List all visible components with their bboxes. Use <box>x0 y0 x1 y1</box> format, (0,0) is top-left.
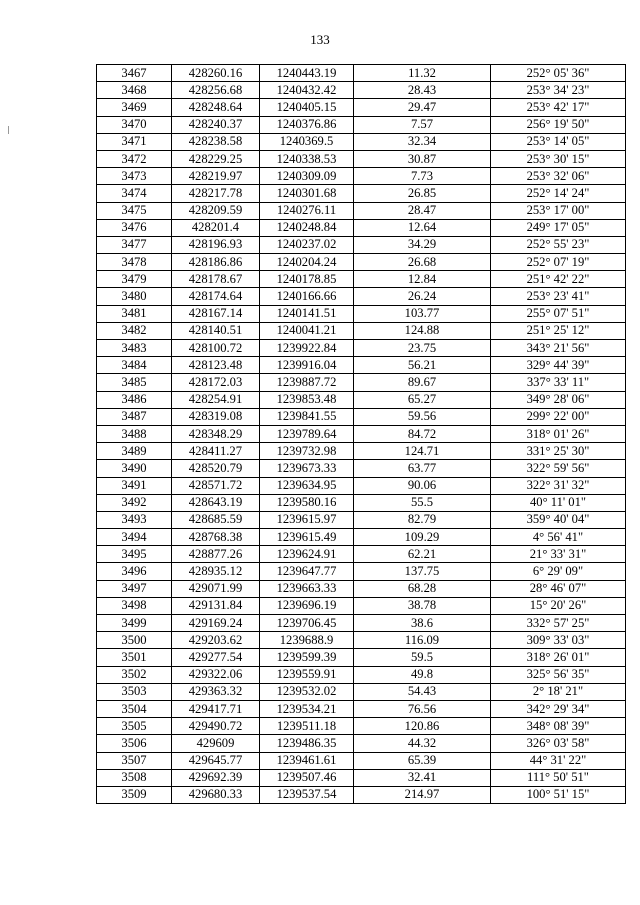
bearing-cell: 322° 59' 56" <box>491 460 626 477</box>
point-number-cell: 3493 <box>97 511 172 528</box>
point-number-cell: 3480 <box>97 288 172 305</box>
bearing-cell: 6° 29' 09" <box>491 563 626 580</box>
x-coordinate-cell: 428643.19 <box>172 494 260 511</box>
y-coordinate-cell: 1239615.97 <box>260 511 354 528</box>
table-row <box>97 666 626 683</box>
bearing-cell: 15° 20' 26" <box>491 597 626 614</box>
distance-cell: 12.84 <box>354 271 491 288</box>
table-row <box>97 494 626 511</box>
y-coordinate-cell: 1240178.85 <box>260 271 354 288</box>
bearing-cell: 249° 17' 05" <box>491 219 626 236</box>
distance-cell: 56.21 <box>354 357 491 374</box>
x-coordinate-cell: 428196.93 <box>172 236 260 253</box>
distance-cell: 103.77 <box>354 305 491 322</box>
distance-cell: 28.47 <box>354 202 491 219</box>
bearing-cell: 256° 19' 50" <box>491 116 626 133</box>
table-row <box>97 769 626 786</box>
point-number-cell: 3471 <box>97 133 172 150</box>
bearing-cell: 253° 42' 17" <box>491 99 626 116</box>
x-coordinate-cell: 428201.4 <box>172 219 260 236</box>
x-coordinate-cell: 428240.37 <box>172 116 260 133</box>
x-coordinate-cell: 428140.51 <box>172 322 260 339</box>
table-row <box>97 82 626 99</box>
table-row <box>97 683 626 700</box>
y-coordinate-cell: 1240301.68 <box>260 185 354 202</box>
bearing-cell: 4° 56' 41" <box>491 529 626 546</box>
y-coordinate-cell: 1239599.39 <box>260 649 354 666</box>
point-number-cell: 3490 <box>97 460 172 477</box>
table-row <box>97 700 626 717</box>
bearing-cell: 326° 03' 58" <box>491 735 626 752</box>
x-coordinate-cell: 428877.26 <box>172 546 260 563</box>
point-number-cell: 3468 <box>97 82 172 99</box>
point-number-cell: 3508 <box>97 769 172 786</box>
table-row <box>97 116 626 133</box>
bearing-cell: 342° 29' 34" <box>491 700 626 717</box>
distance-cell: 82.79 <box>354 511 491 528</box>
table-row <box>97 529 626 546</box>
table-row <box>97 632 626 649</box>
bearing-cell: 318° 01' 26" <box>491 425 626 442</box>
y-coordinate-cell: 1239507.46 <box>260 769 354 786</box>
x-coordinate-cell: 428248.64 <box>172 99 260 116</box>
bearing-cell: 309° 33' 03" <box>491 632 626 649</box>
y-coordinate-cell: 1240141.51 <box>260 305 354 322</box>
distance-cell: 68.28 <box>354 580 491 597</box>
distance-cell: 137.75 <box>354 563 491 580</box>
table-row <box>97 425 626 442</box>
point-number-cell: 3488 <box>97 425 172 442</box>
x-coordinate-cell: 428123.48 <box>172 357 260 374</box>
x-coordinate-cell: 429203.62 <box>172 632 260 649</box>
y-coordinate-cell: 1239789.64 <box>260 425 354 442</box>
distance-cell: 26.85 <box>354 185 491 202</box>
x-coordinate-cell: 428219.97 <box>172 168 260 185</box>
point-number-cell: 3506 <box>97 735 172 752</box>
table-row <box>97 477 626 494</box>
y-coordinate-cell: 1240276.11 <box>260 202 354 219</box>
y-coordinate-cell: 1239673.33 <box>260 460 354 477</box>
x-coordinate-cell: 428172.03 <box>172 374 260 391</box>
y-coordinate-cell: 1239841.55 <box>260 408 354 425</box>
y-coordinate-cell: 1240376.86 <box>260 116 354 133</box>
distance-cell: 59.56 <box>354 408 491 425</box>
y-coordinate-cell: 1239647.77 <box>260 563 354 580</box>
table-row <box>97 786 626 803</box>
bearing-cell: 253° 30' 15" <box>491 150 626 167</box>
table-row <box>97 752 626 769</box>
y-coordinate-cell: 1239732.98 <box>260 443 354 460</box>
bearing-cell: 252° 05' 36" <box>491 65 626 82</box>
point-number-cell: 3473 <box>97 168 172 185</box>
table-row <box>97 254 626 271</box>
table-row <box>97 546 626 563</box>
point-number-cell: 3489 <box>97 443 172 460</box>
bearing-cell: 318° 26' 01" <box>491 649 626 666</box>
table-row <box>97 99 626 116</box>
distance-cell: 38.78 <box>354 597 491 614</box>
distance-cell: 32.41 <box>354 769 491 786</box>
bearing-cell: 251° 42' 22" <box>491 271 626 288</box>
table-row <box>97 563 626 580</box>
table-row <box>97 288 626 305</box>
point-number-cell: 3495 <box>97 546 172 563</box>
coordinates-table <box>96 64 626 804</box>
point-number-cell: 3479 <box>97 271 172 288</box>
bearing-cell: 253° 32' 06" <box>491 168 626 185</box>
distance-cell: 59.5 <box>354 649 491 666</box>
y-coordinate-cell: 1240432.42 <box>260 82 354 99</box>
bearing-cell: 253° 17' 00" <box>491 202 626 219</box>
y-coordinate-cell: 1240041.21 <box>260 322 354 339</box>
y-coordinate-cell: 1239615.49 <box>260 529 354 546</box>
distance-cell: 29.47 <box>354 99 491 116</box>
point-number-cell: 3496 <box>97 563 172 580</box>
coordinates-table-body <box>97 65 626 804</box>
table-row <box>97 305 626 322</box>
bearing-cell: 253° 34' 23" <box>491 82 626 99</box>
bearing-cell: 255° 07' 51" <box>491 305 626 322</box>
table-row <box>97 460 626 477</box>
distance-cell: 76.56 <box>354 700 491 717</box>
x-coordinate-cell: 429131.84 <box>172 597 260 614</box>
y-coordinate-cell: 1239634.95 <box>260 477 354 494</box>
point-number-cell: 3487 <box>97 408 172 425</box>
y-coordinate-cell: 1240248.84 <box>260 219 354 236</box>
x-coordinate-cell: 428411.27 <box>172 443 260 460</box>
x-coordinate-cell: 428260.16 <box>172 65 260 82</box>
point-number-cell: 3507 <box>97 752 172 769</box>
x-coordinate-cell: 428319.08 <box>172 408 260 425</box>
y-coordinate-cell: 1240443.19 <box>260 65 354 82</box>
y-coordinate-cell: 1240405.15 <box>260 99 354 116</box>
x-coordinate-cell: 429490.72 <box>172 718 260 735</box>
y-coordinate-cell: 1240204.24 <box>260 254 354 271</box>
point-number-cell: 3500 <box>97 632 172 649</box>
point-number-cell: 3486 <box>97 391 172 408</box>
x-coordinate-cell: 429169.24 <box>172 615 260 632</box>
point-number-cell: 3477 <box>97 236 172 253</box>
point-number-cell: 3481 <box>97 305 172 322</box>
distance-cell: 124.88 <box>354 322 491 339</box>
distance-cell: 23.75 <box>354 340 491 357</box>
point-number-cell: 3497 <box>97 580 172 597</box>
bearing-cell: 325° 56' 35" <box>491 666 626 683</box>
y-coordinate-cell: 1240369.5 <box>260 133 354 150</box>
distance-cell: 55.5 <box>354 494 491 511</box>
bearing-cell: 331° 25' 30" <box>491 443 626 460</box>
table-row <box>97 168 626 185</box>
table-row <box>97 511 626 528</box>
bearing-cell: 322° 31' 32" <box>491 477 626 494</box>
table-row <box>97 718 626 735</box>
y-coordinate-cell: 1239688.9 <box>260 632 354 649</box>
x-coordinate-cell: 428167.14 <box>172 305 260 322</box>
distance-cell: 44.32 <box>354 735 491 752</box>
bearing-cell: 100° 51' 15" <box>491 786 626 803</box>
point-number-cell: 3484 <box>97 357 172 374</box>
y-coordinate-cell: 1239461.61 <box>260 752 354 769</box>
y-coordinate-cell: 1239580.16 <box>260 494 354 511</box>
point-number-cell: 3475 <box>97 202 172 219</box>
point-number-cell: 3502 <box>97 666 172 683</box>
table-row <box>97 391 626 408</box>
distance-cell: 214.97 <box>354 786 491 803</box>
bearing-cell: 329° 44' 39" <box>491 357 626 374</box>
y-coordinate-cell: 1239534.21 <box>260 700 354 717</box>
x-coordinate-cell: 428768.38 <box>172 529 260 546</box>
y-coordinate-cell: 1239696.19 <box>260 597 354 614</box>
bearing-cell: 359° 40' 04" <box>491 511 626 528</box>
y-coordinate-cell: 1239853.48 <box>260 391 354 408</box>
bearing-cell: 252° 14' 24" <box>491 185 626 202</box>
bearing-cell: 299° 22' 00" <box>491 408 626 425</box>
scan-mark <box>8 126 9 134</box>
y-coordinate-cell: 1240237.02 <box>260 236 354 253</box>
table-row <box>97 271 626 288</box>
y-coordinate-cell: 1240309.09 <box>260 168 354 185</box>
point-number-cell: 3472 <box>97 150 172 167</box>
point-number-cell: 3494 <box>97 529 172 546</box>
x-coordinate-cell: 429071.99 <box>172 580 260 597</box>
table-row <box>97 202 626 219</box>
table-row <box>97 649 626 666</box>
bearing-cell: 21° 33' 31" <box>491 546 626 563</box>
distance-cell: 38.6 <box>354 615 491 632</box>
distance-cell: 28.43 <box>354 82 491 99</box>
x-coordinate-cell: 429322.06 <box>172 666 260 683</box>
point-number-cell: 3505 <box>97 718 172 735</box>
bearing-cell: 332° 57' 25" <box>491 615 626 632</box>
x-coordinate-cell: 428685.59 <box>172 511 260 528</box>
distance-cell: 65.27 <box>354 391 491 408</box>
page-number: 133 <box>310 32 330 47</box>
point-number-cell: 3483 <box>97 340 172 357</box>
bearing-cell: 111° 50' 51" <box>491 769 626 786</box>
table-row <box>97 150 626 167</box>
x-coordinate-cell: 429692.39 <box>172 769 260 786</box>
distance-cell: 49.8 <box>354 666 491 683</box>
point-number-cell: 3478 <box>97 254 172 271</box>
table-row <box>97 236 626 253</box>
table-row <box>97 615 626 632</box>
distance-cell: 11.32 <box>354 65 491 82</box>
y-coordinate-cell: 1240338.53 <box>260 150 354 167</box>
point-number-cell: 3485 <box>97 374 172 391</box>
x-coordinate-cell: 428100.72 <box>172 340 260 357</box>
bearing-cell: 343° 21' 56" <box>491 340 626 357</box>
bearing-cell: 40° 11' 01" <box>491 494 626 511</box>
bearing-cell: 253° 23' 41" <box>491 288 626 305</box>
y-coordinate-cell: 1239559.91 <box>260 666 354 683</box>
y-coordinate-cell: 1239537.54 <box>260 786 354 803</box>
table-row <box>97 65 626 82</box>
distance-cell: 109.29 <box>354 529 491 546</box>
distance-cell: 89.67 <box>354 374 491 391</box>
point-number-cell: 3491 <box>97 477 172 494</box>
table-row <box>97 357 626 374</box>
distance-cell: 7.73 <box>354 168 491 185</box>
distance-cell: 30.87 <box>354 150 491 167</box>
point-number-cell: 3492 <box>97 494 172 511</box>
distance-cell: 116.09 <box>354 632 491 649</box>
x-coordinate-cell: 429417.71 <box>172 700 260 717</box>
bearing-cell: 252° 55' 23" <box>491 236 626 253</box>
y-coordinate-cell: 1239532.02 <box>260 683 354 700</box>
bearing-cell: 253° 14' 05" <box>491 133 626 150</box>
bearing-cell: 44° 31' 22" <box>491 752 626 769</box>
bearing-cell: 251° 25' 12" <box>491 322 626 339</box>
y-coordinate-cell: 1239922.84 <box>260 340 354 357</box>
bearing-cell: 2° 18' 21" <box>491 683 626 700</box>
distance-cell: 90.06 <box>354 477 491 494</box>
point-number-cell: 3476 <box>97 219 172 236</box>
y-coordinate-cell: 1239706.45 <box>260 615 354 632</box>
point-number-cell: 3504 <box>97 700 172 717</box>
table-row <box>97 735 626 752</box>
distance-cell: 54.43 <box>354 683 491 700</box>
point-number-cell: 3467 <box>97 65 172 82</box>
table-row <box>97 133 626 150</box>
distance-cell: 65.39 <box>354 752 491 769</box>
y-coordinate-cell: 1240166.66 <box>260 288 354 305</box>
distance-cell: 120.86 <box>354 718 491 735</box>
y-coordinate-cell: 1239511.18 <box>260 718 354 735</box>
point-number-cell: 3482 <box>97 322 172 339</box>
x-coordinate-cell: 429609 <box>172 735 260 752</box>
distance-cell: 63.77 <box>354 460 491 477</box>
table-row <box>97 340 626 357</box>
table-row <box>97 322 626 339</box>
y-coordinate-cell: 1239887.72 <box>260 374 354 391</box>
bearing-cell: 28° 46' 07" <box>491 580 626 597</box>
distance-cell: 34.29 <box>354 236 491 253</box>
x-coordinate-cell: 429277.54 <box>172 649 260 666</box>
bearing-cell: 349° 28' 06" <box>491 391 626 408</box>
point-number-cell: 3501 <box>97 649 172 666</box>
x-coordinate-cell: 428178.67 <box>172 271 260 288</box>
x-coordinate-cell: 428520.79 <box>172 460 260 477</box>
distance-cell: 32.34 <box>354 133 491 150</box>
table-row <box>97 219 626 236</box>
x-coordinate-cell: 428174.64 <box>172 288 260 305</box>
point-number-cell: 3509 <box>97 786 172 803</box>
x-coordinate-cell: 428229.25 <box>172 150 260 167</box>
table-row <box>97 185 626 202</box>
x-coordinate-cell: 429363.32 <box>172 683 260 700</box>
bearing-cell: 337° 33' 11" <box>491 374 626 391</box>
x-coordinate-cell: 428571.72 <box>172 477 260 494</box>
distance-cell: 12.64 <box>354 219 491 236</box>
distance-cell: 84.72 <box>354 425 491 442</box>
table-row <box>97 580 626 597</box>
y-coordinate-cell: 1239663.33 <box>260 580 354 597</box>
x-coordinate-cell: 428186.86 <box>172 254 260 271</box>
table-row <box>97 443 626 460</box>
table-row <box>97 408 626 425</box>
distance-cell: 26.24 <box>354 288 491 305</box>
point-number-cell: 3469 <box>97 99 172 116</box>
point-number-cell: 3498 <box>97 597 172 614</box>
x-coordinate-cell: 429680.33 <box>172 786 260 803</box>
x-coordinate-cell: 428254.91 <box>172 391 260 408</box>
distance-cell: 7.57 <box>354 116 491 133</box>
table-row <box>97 597 626 614</box>
bearing-cell: 252° 07' 19" <box>491 254 626 271</box>
point-number-cell: 3499 <box>97 615 172 632</box>
bearing-cell: 348° 08' 39" <box>491 718 626 735</box>
x-coordinate-cell: 428935.12 <box>172 563 260 580</box>
table-row <box>97 374 626 391</box>
point-number-cell: 3470 <box>97 116 172 133</box>
point-number-cell: 3474 <box>97 185 172 202</box>
x-coordinate-cell: 428209.59 <box>172 202 260 219</box>
distance-cell: 124.71 <box>354 443 491 460</box>
point-number-cell: 3503 <box>97 683 172 700</box>
distance-cell: 26.68 <box>354 254 491 271</box>
y-coordinate-cell: 1239486.35 <box>260 735 354 752</box>
y-coordinate-cell: 1239916.04 <box>260 357 354 374</box>
x-coordinate-cell: 429645.77 <box>172 752 260 769</box>
distance-cell: 62.21 <box>354 546 491 563</box>
x-coordinate-cell: 428348.29 <box>172 425 260 442</box>
x-coordinate-cell: 428238.58 <box>172 133 260 150</box>
x-coordinate-cell: 428217.78 <box>172 185 260 202</box>
x-coordinate-cell: 428256.68 <box>172 82 260 99</box>
y-coordinate-cell: 1239624.91 <box>260 546 354 563</box>
